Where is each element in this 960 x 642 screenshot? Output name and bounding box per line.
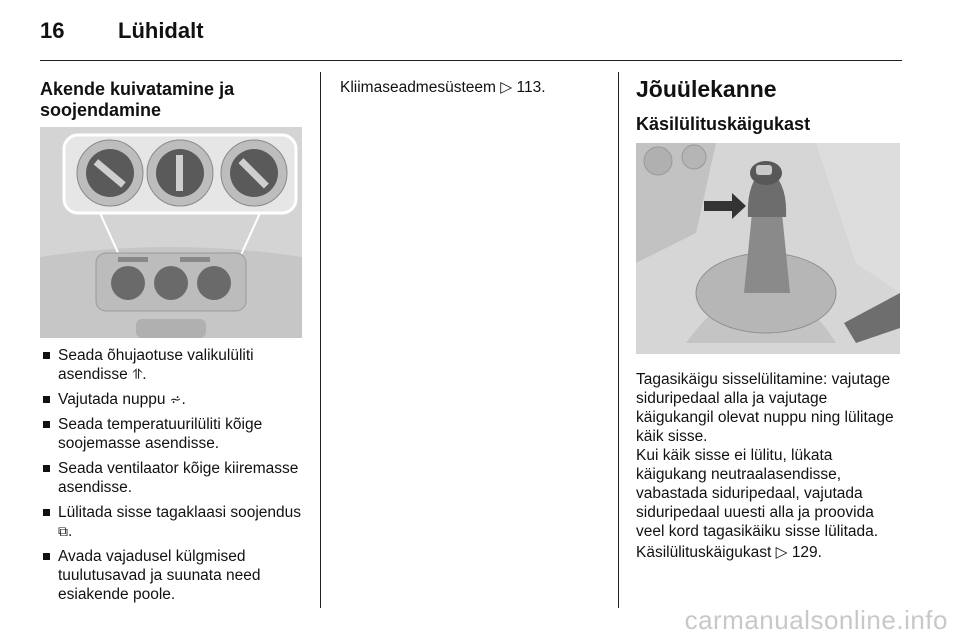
header-rule [40,60,902,61]
list-item-text: Lülitada sisse tagaklaasi soojendus [58,504,301,521]
bullet-marker [43,553,50,560]
gear-lever-figure [636,143,900,354]
list-item [42,346,312,384]
bullet-marker [43,352,50,359]
list-item [42,415,312,453]
airflow-windscreen-icon: ⥣ [132,366,143,382]
section-heading-window-defrost: Akende kuivatamine ja soojendamine [40,79,235,120]
reference-text: Käsilülituskäigukast [636,544,772,561]
gearbox-reference [636,543,906,562]
climate-system-reference [340,78,610,97]
bullet-marker [43,509,50,516]
list-item [42,503,312,541]
reference-page: 129. [791,544,822,561]
watermark: carmanualsonline.info [684,605,948,635]
bullet-marker [43,421,50,428]
list-item [42,547,312,604]
reference-text: Kliimaseadmesüsteem [340,79,496,96]
page-ref-icon: ▷ [500,79,513,96]
list-item-end: . [142,366,147,383]
list-item-end: . [181,391,186,408]
reverse-gear-paragraph: Tagasikäigu sisselülitamine: vajutage siduripedaal alla ja vajutage käigukangil olevat nuppu ning lülitage käik sisse. [636,371,894,445]
list-item-text: Seada õhujaotuse valikulüliti asendisse [58,347,254,383]
column-divider-1 [320,72,321,608]
climate-controls-figure [40,127,302,338]
defrost-steps-list [42,346,312,610]
rear-defrost-icon: ⧉ [58,523,68,539]
bullet-marker [43,396,50,403]
bullet-marker [43,465,50,472]
list-item-text: Avada vajadusel külgmised tuulutusavad ja suunata need esiakende poole. [58,548,261,603]
section-title-transmission: Jõuülekanne [636,76,777,102]
reference-page: 113. [516,79,546,96]
list-item-text: Seada temperatuurilüliti kõige soojemasse asendisse. [58,416,263,452]
list-item [42,459,312,497]
list-item-end: . [68,523,73,540]
gear-retry-paragraph: Kui käik sisse ei lülitu, lükata käigukang neutraalasendisse, vabastada siduripedaal, vajutada siduripedaal uuesti alla ja proovida veel kord tagasikäiku sisse lülitada. [636,447,879,540]
list-item [42,390,312,409]
page-header-title: Lühidalt [118,18,204,43]
list-item-text: Vajutada nuppu [58,391,166,408]
page-ref-icon: ▷ [775,544,788,561]
subsection-manual-gearbox: Käsilülituskäigukast [636,114,811,134]
column-divider-2 [618,72,619,608]
list-item-text: Seada ventilaator kõige kiiremasse asendisse. [58,460,299,496]
defrost-front-icon: ⩫ [169,391,182,407]
page-number: 16 [40,18,65,43]
